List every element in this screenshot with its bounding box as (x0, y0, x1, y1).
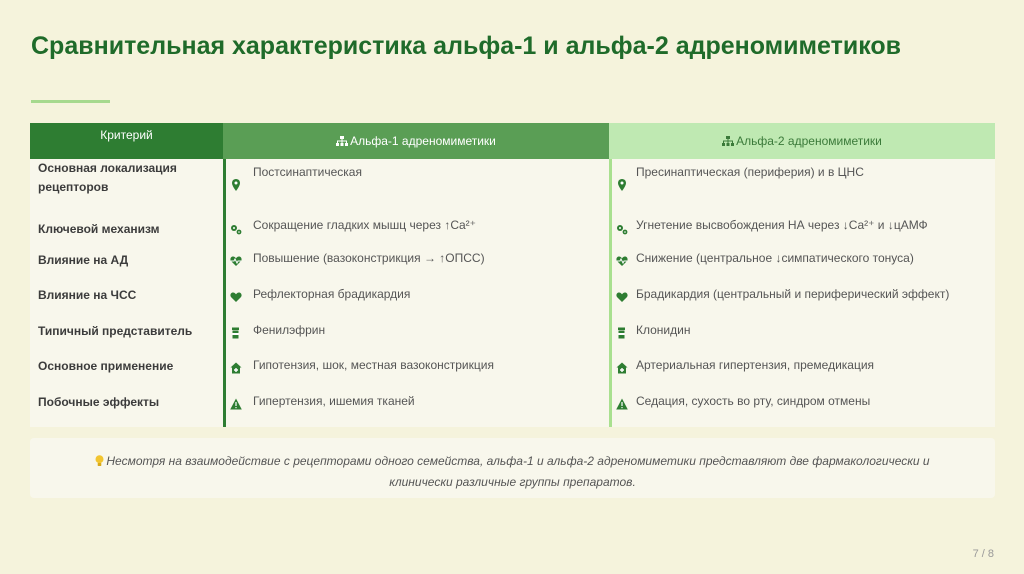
alpha1-cell: Сокращение гладких мышц через ↑Ca²⁺ (253, 218, 476, 232)
row-criterion: Влияние на ЧСС (38, 288, 137, 302)
alpha2-cell: Артериальная гипертензия, премедикация (636, 358, 875, 372)
lightbulb-icon (95, 455, 104, 467)
alpha2-cell: Брадикардия (центральный и периферический эффект) (636, 287, 950, 301)
heart-pulse-icon (230, 255, 242, 267)
warning-icon (616, 398, 628, 410)
alpha1-cell: Постсинаптическая (253, 165, 362, 179)
pill-bottle-icon (230, 327, 242, 339)
row-criterion: Ключевой механизм (38, 222, 160, 236)
location-icon (616, 179, 628, 191)
header-alpha1 (223, 123, 609, 159)
note-box (30, 438, 995, 498)
alpha1-cell: Гипотензия, шок, местная вазоконстрикция (253, 358, 494, 372)
alpha1-column-border (223, 159, 226, 427)
heart-icon (616, 291, 628, 303)
header-criterion: Критерий (30, 123, 223, 159)
gears-icon (230, 223, 242, 235)
title-underline (31, 100, 110, 103)
alpha2-cell: Угнетение высвобождения НА через ↓Ca²⁺ и ↓цАМФ (636, 218, 928, 232)
alpha1-cell: Гипертензия, ишемия тканей (253, 394, 415, 408)
gears-icon (616, 223, 628, 235)
heart-icon (230, 291, 242, 303)
heart-pulse-icon (616, 255, 628, 267)
page-title: Сравнительная характеристика альфа-1 и альфа-2 адреномиметиков (31, 32, 902, 60)
alpha1-cell: Фенилэфрин (253, 323, 326, 337)
header-alpha2-label: Альфа-2 адреномиметики (736, 134, 882, 148)
alpha2-column-border (609, 159, 612, 427)
alpha1-cell: Повышение (вазоконстрикция → ↑ОПСС) (253, 251, 485, 265)
alpha2-cell: Клонидин (636, 323, 691, 337)
header-alpha2 (609, 123, 995, 159)
row-criterion: Влияние на АД (38, 253, 129, 267)
clinic-icon (230, 362, 242, 374)
alpha2-cell: Пресинаптическая (периферия) и в ЦНС (636, 165, 864, 179)
note-text (70, 451, 955, 493)
warning-icon (230, 398, 242, 410)
row-criterion: Побочные эффекты (38, 395, 160, 409)
header-alpha1-label: Альфа-1 адреномиметики (350, 134, 496, 148)
page-number: 7 / 8 (972, 548, 994, 560)
sitemap-icon (336, 136, 348, 147)
alpha1-cell: Рефлекторная брадикардия (253, 287, 411, 301)
pill-bottle-icon (616, 327, 628, 339)
alpha2-cell: Седация, сухость во рту, синдром отмены (636, 394, 871, 408)
location-icon (230, 179, 242, 191)
comparison-table (30, 123, 995, 427)
row-criterion: Типичный представитель (38, 324, 193, 338)
clinic-icon (616, 362, 628, 374)
note-content: Несмотря на взаимодействие с рецепторами одного семейства, альфа-1 и альфа-2 адреномиметики представляют две фармакологически и клинически различные группы препаратов. (106, 454, 930, 489)
sitemap-icon (722, 136, 734, 147)
alpha2-cell: Снижение (центральное ↓симпатического тонуса) (636, 251, 914, 265)
row-criterion: Основная локализация рецепторов (38, 161, 177, 194)
row-criterion: Основное применение (38, 359, 174, 373)
